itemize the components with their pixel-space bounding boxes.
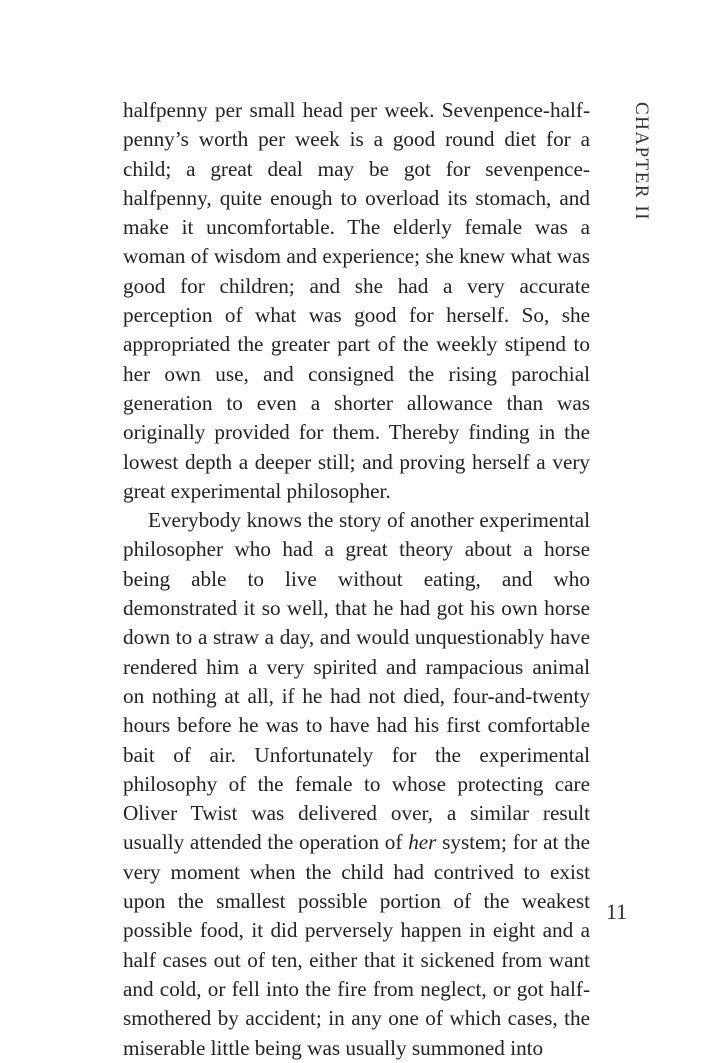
running-head: CHAPTER II [631, 102, 652, 221]
body-text [123, 96, 590, 1063]
paragraph-1 [123, 96, 590, 506]
page-number: 11 [606, 899, 628, 924]
paragraph-1-text: halfpenny per small head per week. Sevenpence-halfpenny’s worth per week is a good round diet for a child; a great deal may be got for sevenpence-halfpenny, quite enough to overload its stomach, and make it uncomfortable. The elderly female was a woman of wisdom and experience; she knew what was good for children; and she had a very accurate perception of what was good for herself. So, she appropriated the greater part of the weekly stipend to her own use, and consigned the rising parochial generation to even a shorter allowance than was originally provided for them. Thereby finding in the lowest depth a deeper still; and proving herself a very great experimental philosopher. [123, 98, 590, 503]
paragraph-2 [123, 506, 590, 1063]
emphasis-her: her [408, 830, 437, 855]
paragraph-2-text-start: Everybody knows the story of another experimental philosopher who had a great theory about a horse being able to live without eating, and who demonstrated it so well, that he had got his own horse down to a straw a day, and would unquestionably have rendered him a very spirited and rampacious animal on nothing at all, if he had not died, four-and-twenty hours before he was to have had his first comfortable bait of air. Unfortunately for the experimental philosophy of the female to whose protecting care Oliver Twist was delivered over, a similar result usually attended the operation of [123, 508, 590, 855]
paragraph-2-text-end: system; for at the very moment when the child had contrived to exist upon the smallest possible portion of the weakest possible food, it did perversely happen in eight and a half cases out of ten, either that it sickened from want and cold, or fell into the fire from neglect, or got half-smothered by accident; in any one of which cases, the miserable little being was usually summoned into [123, 830, 590, 1060]
